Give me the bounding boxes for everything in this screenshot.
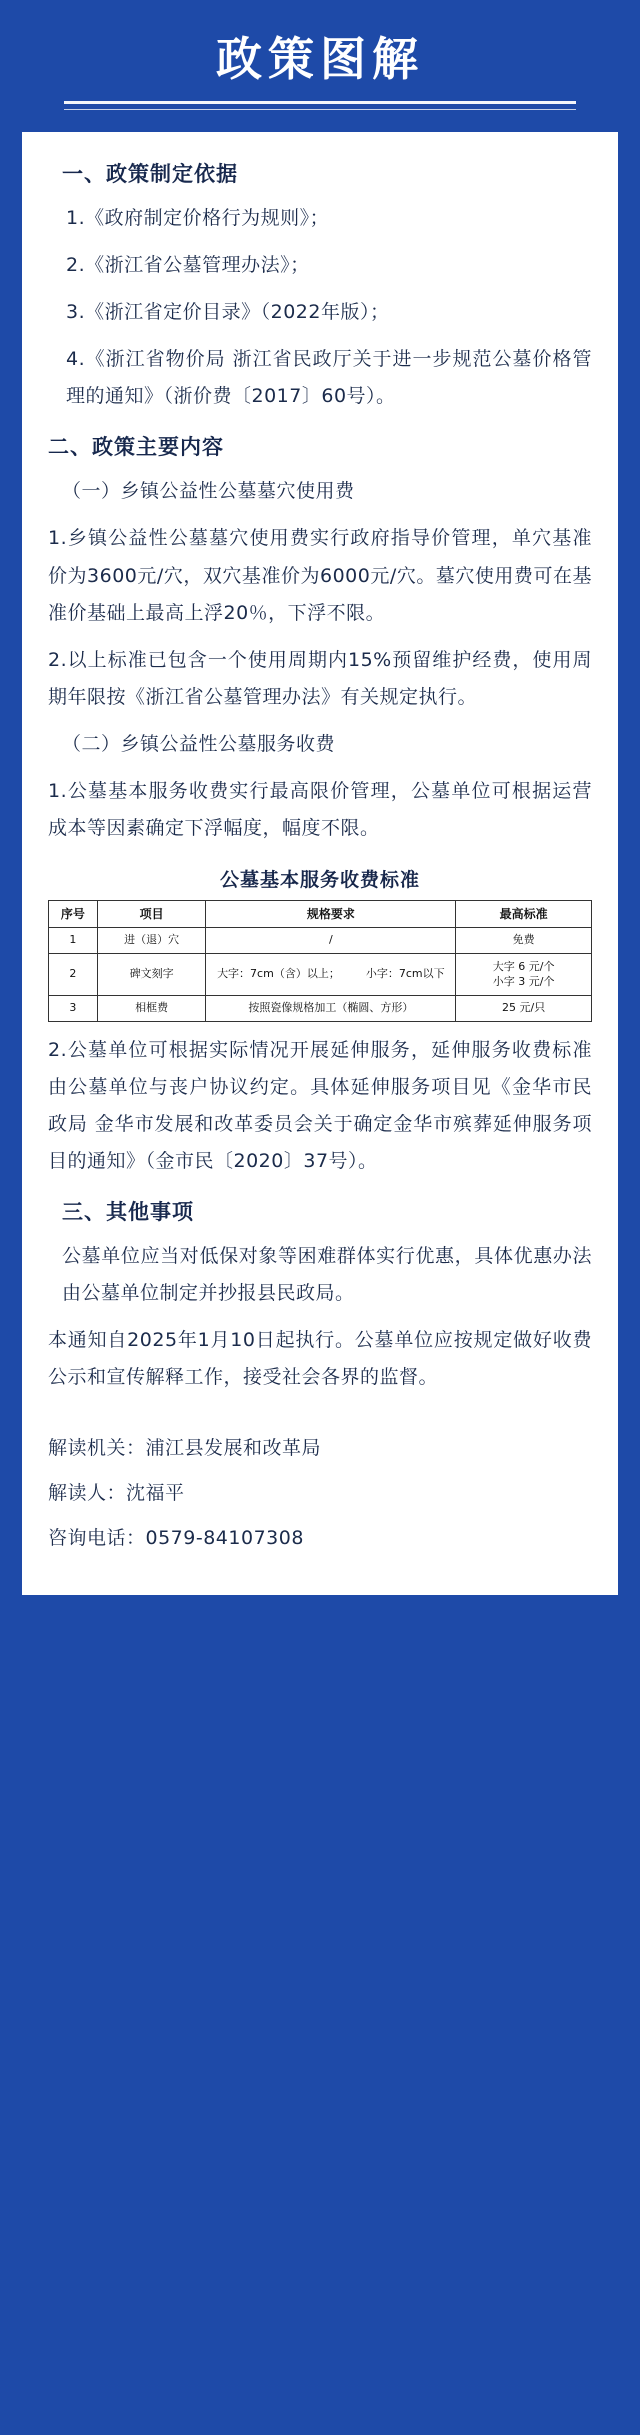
cell-spec: 按照瓷像规格加工（椭圆、方形） [206, 995, 456, 1021]
cell-max: 25 元/只 [456, 995, 592, 1021]
footer-interpreter: 解读人：沈福平 [48, 1481, 185, 1504]
section-3-title: 三、其他事项 [62, 1198, 194, 1224]
cell-max-line-1: 大字 6 元/个 [492, 959, 555, 973]
table-header-row [49, 900, 592, 927]
table-row [49, 953, 592, 995]
content-card [22, 132, 618, 1595]
cell-item: 碑文刻字 [97, 953, 206, 995]
poster-header [22, 18, 618, 116]
fee-table-title: 公墓基本服务收费标准 [219, 868, 420, 891]
section-2-sub-1-paragraph-2: 2.以上标准已包含一个使用周期内15%预留维护经费，使用周期年限按《浙江省公墓管理办法》有关规定执行。 [48, 648, 592, 708]
header-divider-thick [64, 101, 577, 104]
table-row [49, 928, 592, 954]
cell-no: 3 [49, 995, 98, 1021]
section-1-item-4: 4.《浙江省物价局 浙江省民政厅关于进一步规范公墓价格管理的通知》（浙价费〔2017〕60号）。 [66, 348, 592, 408]
cell-max [456, 953, 592, 995]
section-2-sub-2-paragraph-2: 2.公墓单位可根据实际情况开展延伸服务，延伸服务收费标准由公墓单位与丧户协议约定。具体延伸服务项目见《金华市民政局 金华市发展和改革委员会关于确定金华市殡葬延伸服务项目的通知》（金市民〔2020〕37号）。 [48, 1038, 592, 1172]
footer-phone: 咨询电话：0579-84107308 [48, 1526, 304, 1549]
fee-table [48, 900, 592, 1022]
table-row [49, 995, 592, 1021]
header-divider-thin [64, 109, 577, 110]
section-1-item-3: 3.《浙江省定价目录》（2022年版）； [66, 301, 390, 324]
section-2-sub-2-title: （二）乡镇公益性公墓服务收费 [62, 732, 336, 755]
cell-no: 2 [49, 953, 98, 995]
section-3-paragraph-2: 本通知自2025年1月10日起执行。公墓单位应按规定做好收费公示和宣传解释工作，接受社会各界的监督。 [48, 1328, 592, 1388]
section-1-item-2: 2.《浙江省公墓管理办法》； [66, 254, 310, 277]
section-1-item-1: 1.《政府制定价格行为规则》； [66, 207, 330, 230]
table-header-spec: 规格要求 [206, 900, 456, 927]
footer-organization: 解读机关：浦江县发展和改革局 [48, 1436, 322, 1459]
footer-block [48, 1430, 592, 1557]
page-title: 政策图解 [216, 32, 424, 86]
cell-item: 相框费 [97, 995, 206, 1021]
table-header-max: 最高标准 [456, 900, 592, 927]
cell-max-line-2: 小字 3 元/个 [492, 975, 555, 989]
cell-max: 免费 [456, 928, 592, 954]
cell-spec-line-2: 小字：7cm以下 [365, 966, 445, 980]
section-2-sub-2-paragraph-1: 1.公墓基本服务收费实行最高限价管理，公墓单位可根据运营成本等因素确定下浮幅度，幅度不限。 [48, 779, 592, 839]
section-3-paragraph-1: 公墓单位应当对低保对象等困难群体实行优惠，具体优惠办法由公墓单位制定并抄报县民政局。 [62, 1244, 592, 1304]
cell-item: 进（退）穴 [97, 928, 206, 954]
cell-spec: / [206, 928, 456, 954]
section-2-sub-1-title: （一）乡镇公益性公墓墓穴使用费 [62, 480, 355, 503]
section-1-title: 一、政策制定依据 [62, 161, 238, 187]
section-2-title: 二、政策主要内容 [48, 434, 224, 460]
table-header-no: 序号 [49, 900, 98, 927]
cell-spec-line-1: 大字：7cm（含）以上； [217, 966, 340, 980]
section-2-sub-1-paragraph-1: 1.乡镇公益性公墓墓穴使用费实行政府指导价管理，单穴基准价为3600元/穴，双穴基准价为6000元/穴。墓穴使用费可在基准价基础上最高上浮20％，下浮不限。 [48, 527, 592, 624]
cell-no: 1 [49, 928, 98, 954]
table-header-item: 项目 [97, 900, 206, 927]
cell-spec [206, 953, 456, 995]
